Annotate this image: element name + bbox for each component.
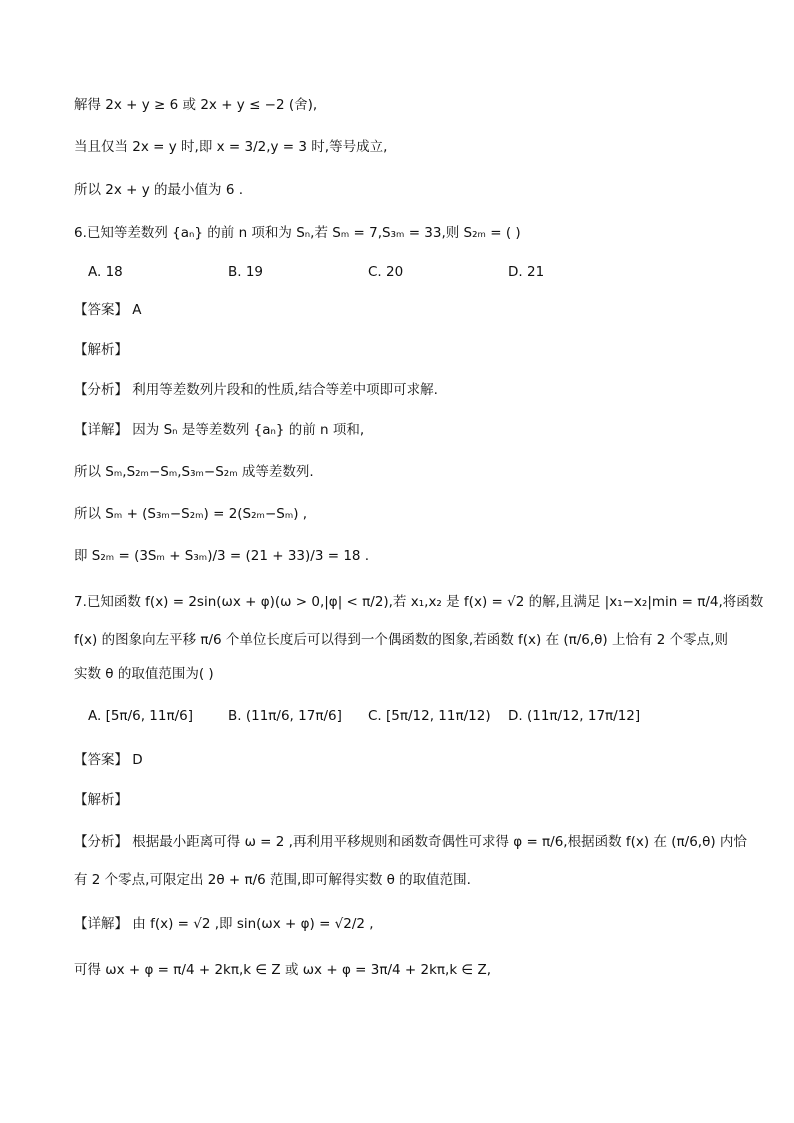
jiexi-6: 【解析】 <box>74 342 128 358</box>
line-1: 解得 2x + y ≥ 6 或 2x + y ≤ −2 (舍), <box>74 97 318 113</box>
q6-option-b: B. 19 <box>228 264 264 280</box>
q6-options <box>88 262 648 284</box>
question-7-3: 实数 θ 的取值范围为( ) <box>74 666 214 682</box>
q7-option-a: A. [5π/6, 11π/6] <box>88 708 193 724</box>
answer-6: 【答案】 A <box>74 302 142 318</box>
q7-option-b: B. (11π/6, 17π/6] <box>228 708 342 724</box>
xiangjie-7-2: 可得 ωx + φ = π/4 + 2kπ,k ∈ Z 或 ωx + φ = 3π/4 + 2kπ,k ∈ Z, <box>74 962 492 978</box>
fenxi-6: 【分析】 利用等差数列片段和的性质,结合等差中项即可求解. <box>74 382 438 398</box>
fenxi-7-2: 有 2 个零点,可限定出 2θ + π/6 范围,即可解得实数 θ 的取值范围. <box>74 872 471 888</box>
line-3: 所以 2x + y 的最小值为 6 . <box>74 182 244 198</box>
fenxi-7-1: 【分析】 根据最小距离可得 ω = 2 ,再利用平移规则和函数奇偶性可求得 φ = π/6,根据函数 f(x) 在 (π/6,θ) 内恰 <box>74 834 747 850</box>
q7-option-d: D. (11π/12, 17π/12] <box>508 708 641 724</box>
q7-option-c: C. [5π/12, 11π/12) <box>368 708 491 724</box>
q6-option-d: D. 21 <box>508 264 545 280</box>
q7-options <box>88 706 648 728</box>
q6-option-c: C. 20 <box>368 264 404 280</box>
answer-7: 【答案】 D <box>74 752 143 768</box>
xiangjie-6-1: 【详解】 因为 Sₙ 是等差数列 {aₙ} 的前 n 项和, <box>74 422 365 438</box>
xiangjie-7-1: 【详解】 由 f(x) = √2 ,即 sin(ωx + φ) = √2/2 , <box>74 916 374 932</box>
line-2: 当且仅当 2x = y 时,即 x = 3/2,y = 3 时,等号成立, <box>74 139 388 155</box>
q6-option-a: A. 18 <box>88 264 123 280</box>
xiangjie-6-3: 所以 Sₘ + (S₃ₘ−S₂ₘ) = 2(S₂ₘ−Sₘ) , <box>74 506 308 522</box>
question-7-1: 7.已知函数 f(x) = 2sin(ωx + φ)(ω > 0,|φ| < π/2),若 x₁,x₂ 是 f(x) = √2 的解,且满足 |x₁−x₂|min = π/4,将函数 <box>74 594 764 610</box>
question-6: 6.已知等差数列 {aₙ} 的前 n 项和为 Sₙ,若 Sₘ = 7,S₃ₘ = 33,则 S₂ₘ = ( ) <box>74 225 521 241</box>
jiexi-7: 【解析】 <box>74 792 128 808</box>
xiangjie-6-4: 即 S₂ₘ = (3Sₘ + S₃ₘ)/3 = (21 + 33)/3 = 18 . <box>74 548 370 564</box>
question-7-2: f(x) 的图象向左平移 π/6 个单位长度后可以得到一个偶函数的图象,若函数 f(x) 在 (π/6,θ) 上恰有 2 个零点,则 <box>74 632 728 648</box>
xiangjie-6-2: 所以 Sₘ,S₂ₘ−Sₘ,S₃ₘ−S₂ₘ 成等差数列. <box>74 464 314 480</box>
